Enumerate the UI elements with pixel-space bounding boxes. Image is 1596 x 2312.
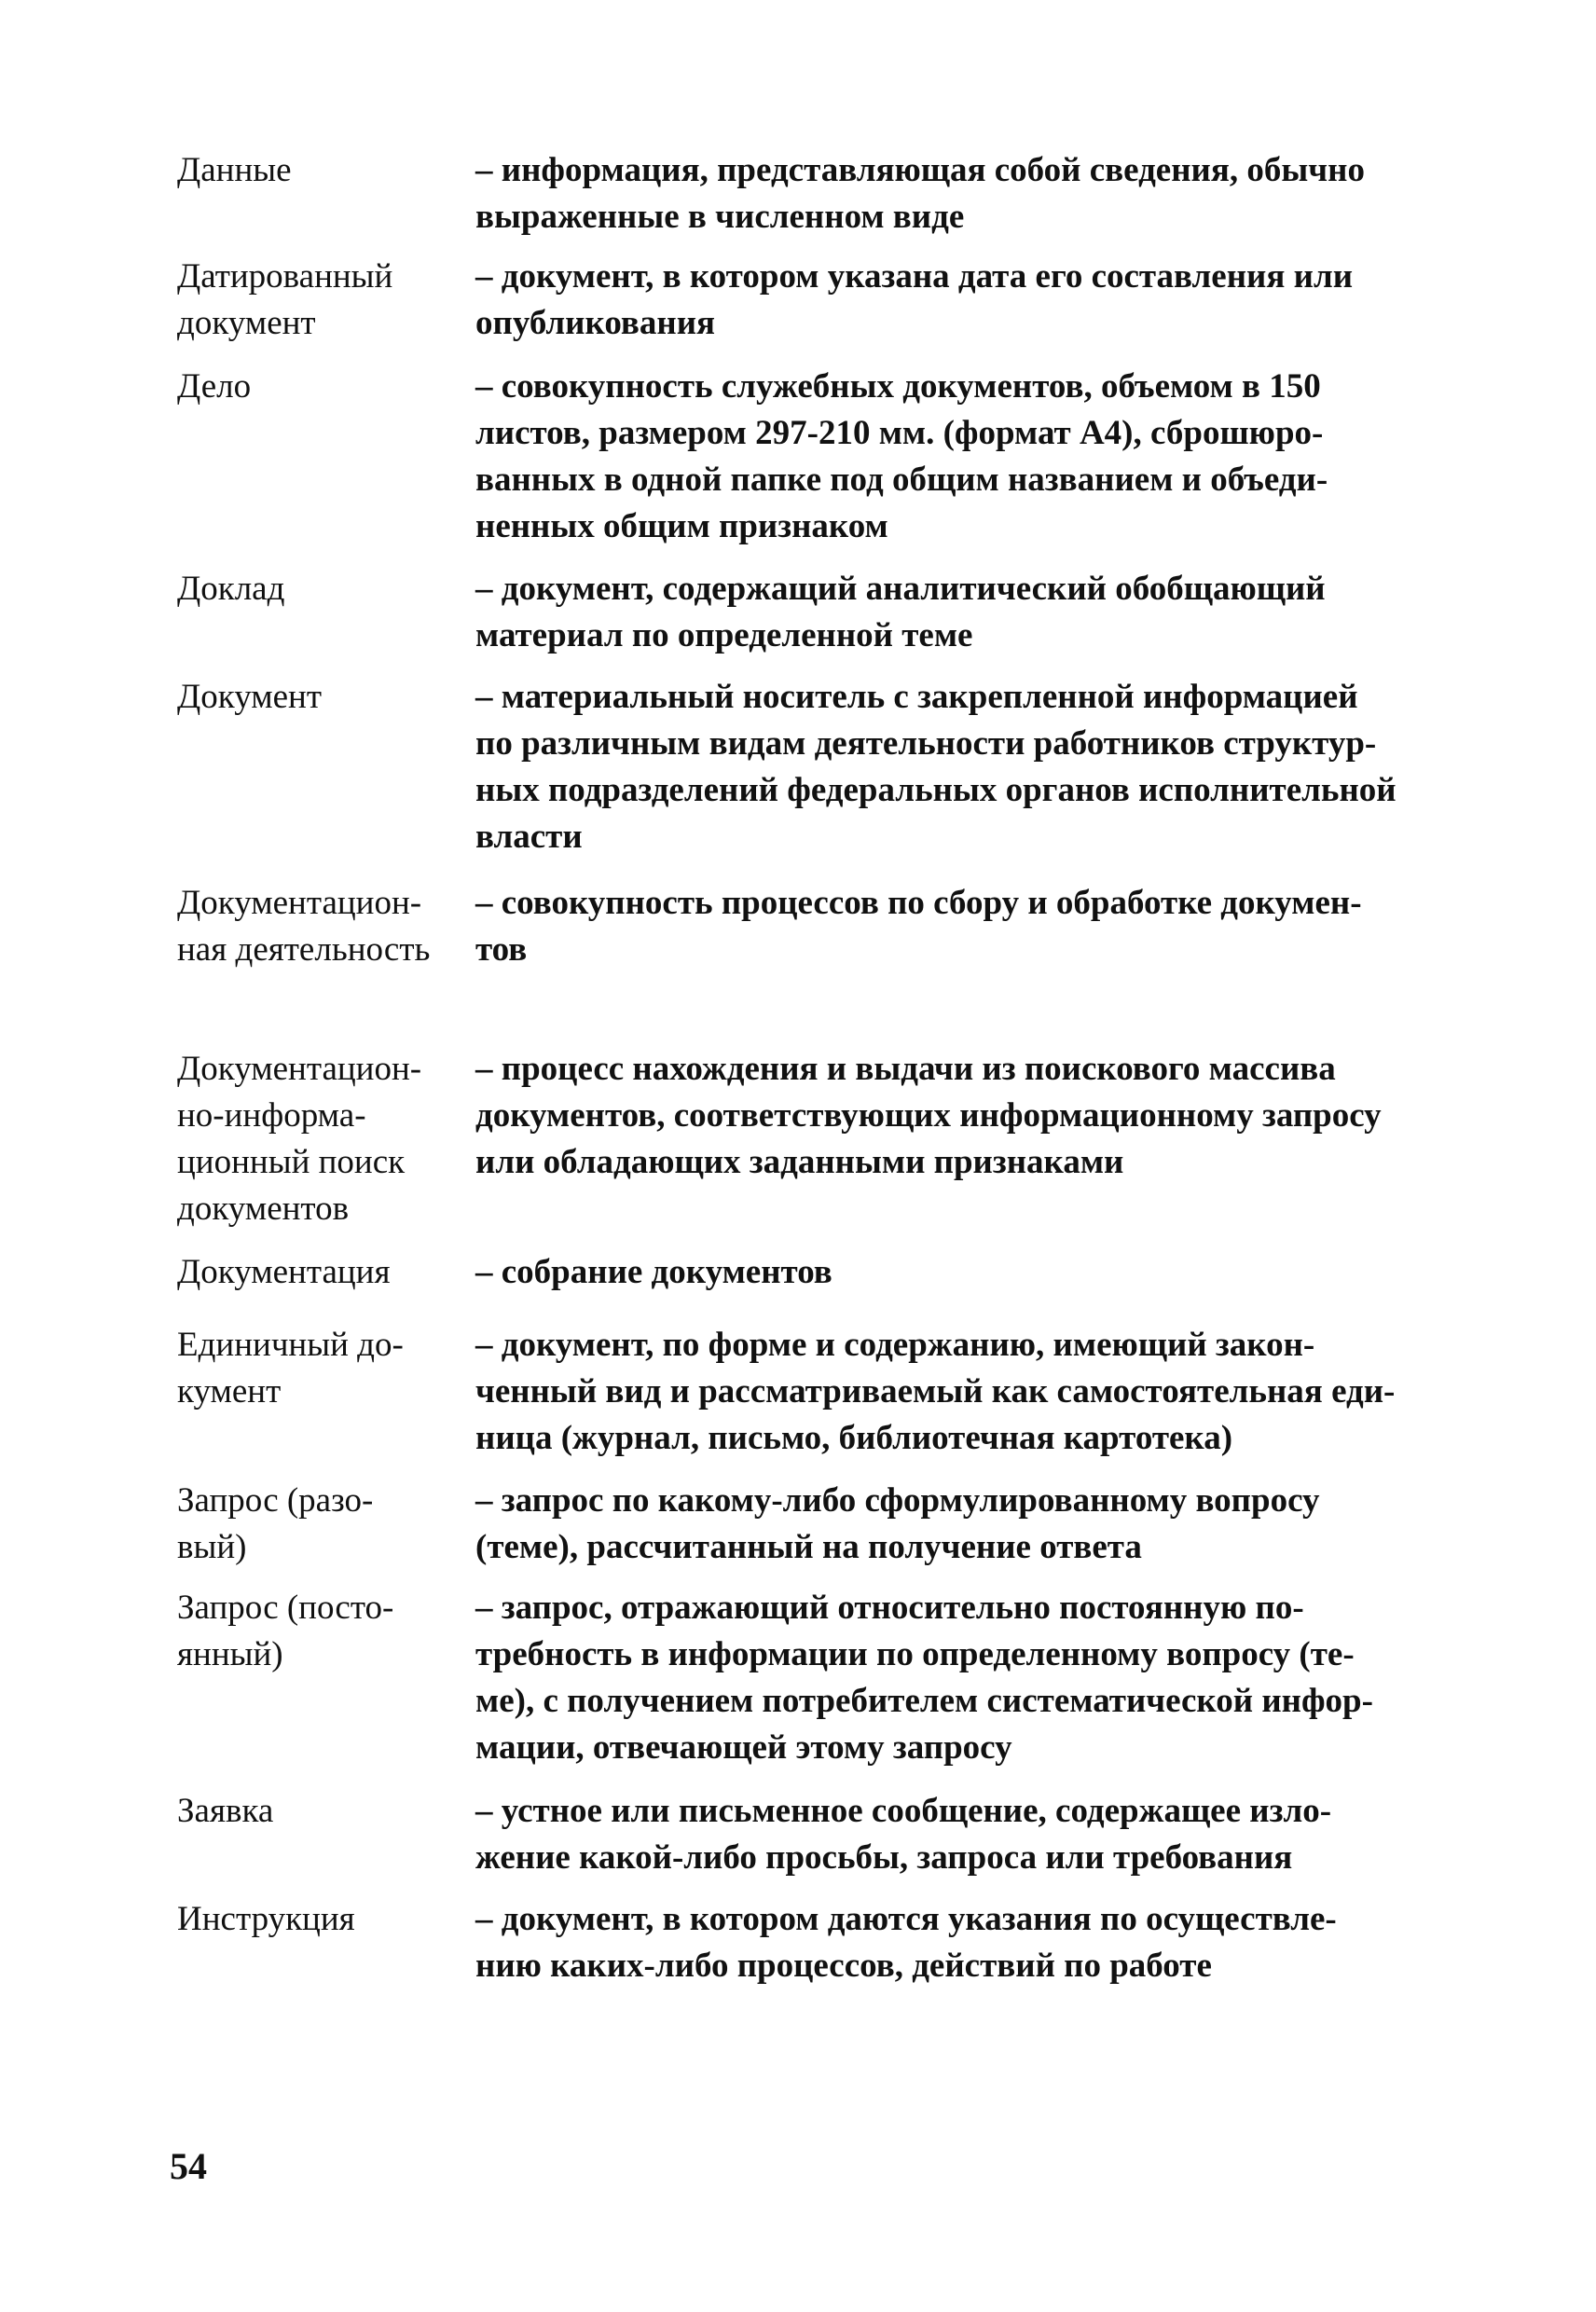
entry-definition: – запрос по какому-либо сформулированному вопросу (теме), рассчитанный на получение ответа	[475, 1481, 1320, 1566]
entry-definition: – информация, представляющая собой сведения, обычно выраженные в численном виде	[475, 151, 1365, 236]
entry-definition: – совокупность служебных документов, объемом в 150 листов, размером 297-210 мм. (формат А4), сброшюро- ванных в одной папке под общим названием и объеди- ненных общим признаком	[475, 367, 1328, 545]
entry-term: Запрос (посто- янный)	[177, 1589, 394, 1673]
entry-definition: – документ, в котором даются указания по осуществле- нию каких-либо процессов, действий по работе	[475, 1900, 1337, 1985]
entry-definition: – документ, по форме и содержанию, имеющий закон- ченный вид и рассматриваемый как самостоятельная еди- ница (журнал, письмо, библиотечная картотека)	[475, 1326, 1396, 1457]
entry-term: Дело	[177, 367, 252, 406]
entry-term: Документацион- ная деятельность	[177, 884, 431, 969]
entry-term: Документацион- но-информа- ционный поиск документов	[177, 1050, 422, 1228]
entry-definition: – совокупность процессов по сбору и обработке докумен- тов	[475, 884, 1362, 969]
entry-definition: – устное или письменное сообщение, содержащее изло- жение какой-либо просьбы, запроса или требования	[475, 1792, 1332, 1877]
entry-term: Датированный документ	[177, 257, 393, 342]
entry-definition: – документ, содержащий аналитический обобщающий материал по определенной теме	[475, 570, 1326, 654]
entry-term: Документ	[177, 678, 323, 716]
entry-term: Заявка	[177, 1792, 274, 1830]
entry-definition: – документ, в котором указана дата его составления или опубликования	[475, 257, 1354, 342]
entry-term: Запрос (разо- вый)	[177, 1481, 374, 1566]
entry-definition: – материальный носитель с закрепленной информацией по различным видам деятельности работников структур- ных подразделений федеральных органов исполнительной власти	[475, 678, 1396, 856]
entry-definition: – запрос, отражающий относительно постоянную по- требность в информации по определенному вопросу (те- ме), с получением потребителем систематической инфор- мации, отвечающей этому запросу	[475, 1589, 1373, 1767]
entry-definition: – процесс нахождения и выдачи из поискового массива документов, соответствующих информационному запросу или обладающих заданными признаками	[475, 1050, 1382, 1181]
entry-term: Единичный до- кумент	[177, 1326, 404, 1411]
page-number: 54	[170, 2145, 207, 2187]
entry-term: Доклад	[177, 570, 285, 608]
entry-term: Данные	[177, 151, 292, 189]
entry-term: Документация	[177, 1253, 391, 1291]
entry-term: Инструкция	[177, 1900, 355, 1938]
entry-definition: – собрание документов	[475, 1253, 832, 1291]
